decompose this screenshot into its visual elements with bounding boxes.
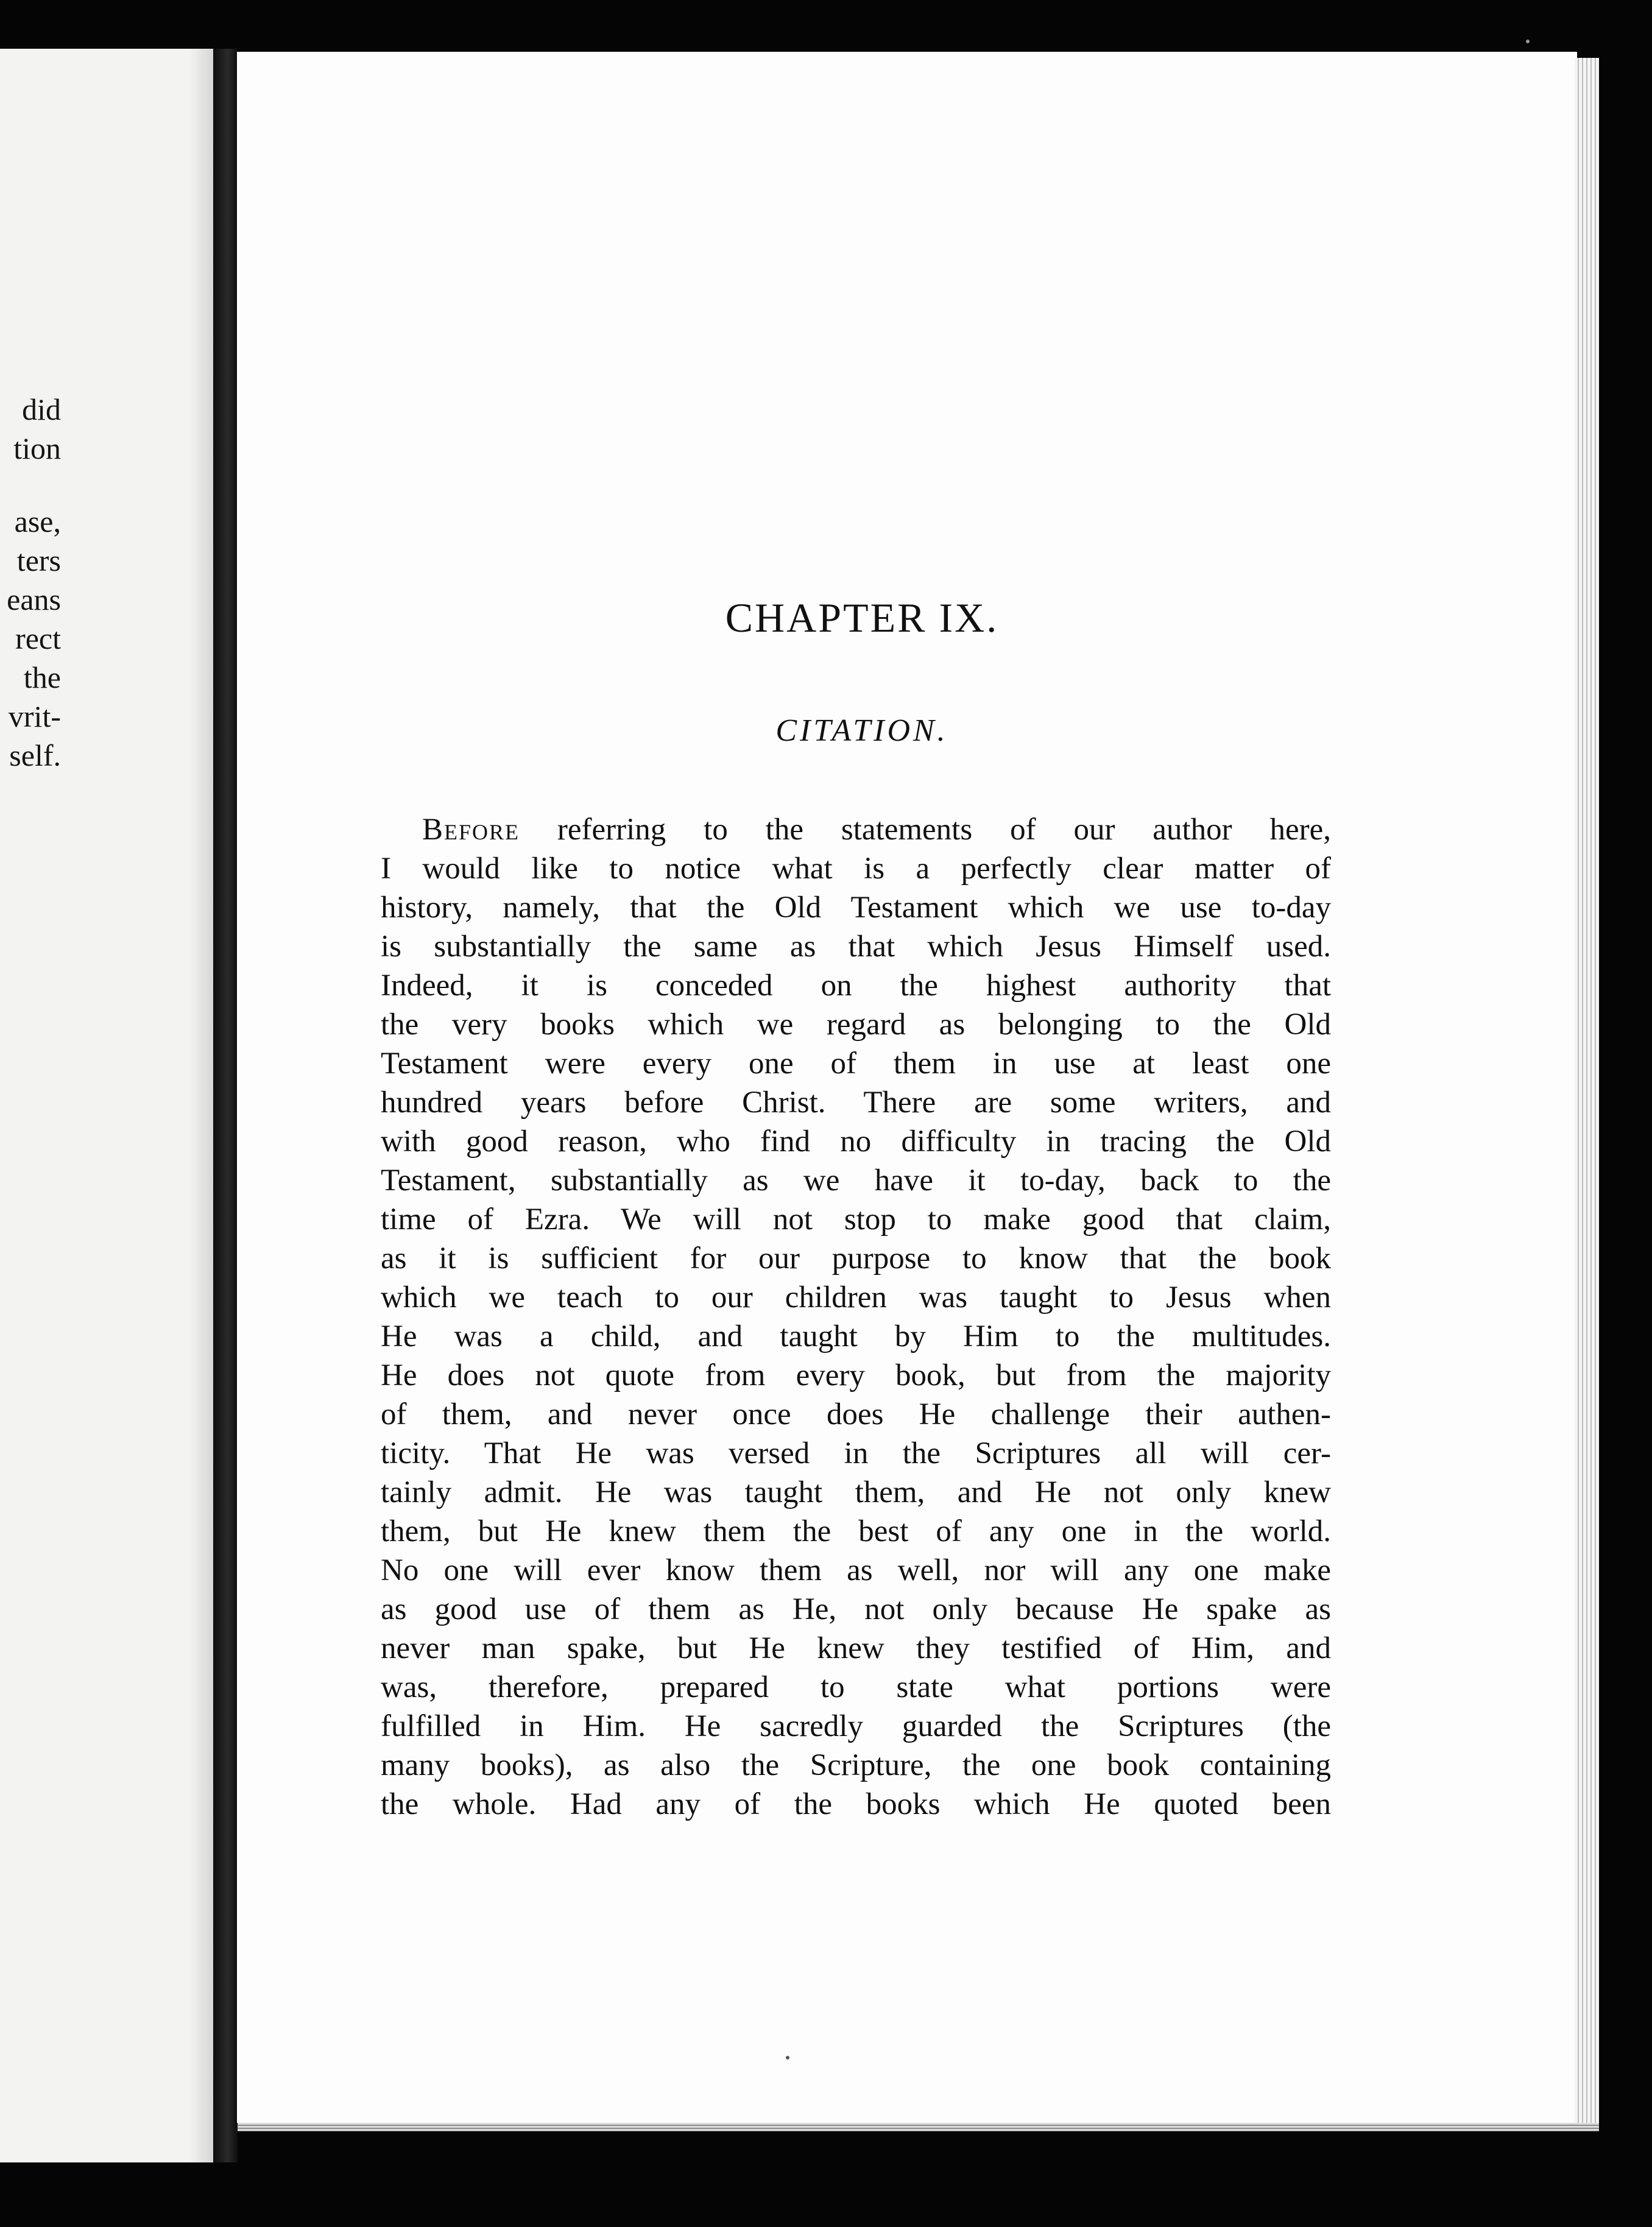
left-fragment: self. bbox=[9, 738, 61, 772]
left-fragment: the bbox=[23, 660, 61, 694]
left-fragment: tion bbox=[13, 431, 61, 465]
text-line: as it is sufficient for our purpose to know that the book bbox=[381, 1241, 1331, 1276]
previous-page bbox=[0, 49, 217, 2162]
text-line: was, therefore, prepared to state what portions were bbox=[381, 1670, 1331, 1704]
text-line: never man spake, but He knew they testified of Him, and bbox=[381, 1631, 1331, 1665]
left-fragment: ters bbox=[16, 543, 61, 577]
chapter-title: CITATION. bbox=[775, 713, 948, 748]
page-stack-edges bbox=[1575, 58, 1599, 2123]
text-line: No one will ever know them as well, nor will any one make bbox=[381, 1553, 1331, 1587]
left-fragment: vrit- bbox=[8, 699, 61, 733]
text-line: the whole. Had any of the books which He quoted been bbox=[381, 1787, 1331, 1821]
text-line: He was a child, and taught by Him to the multitudes. bbox=[381, 1319, 1331, 1353]
text-line: He does not quote from every book, but from the majority bbox=[381, 1358, 1331, 1392]
text-line: hundred years before Christ. There are some writers, and bbox=[381, 1085, 1331, 1120]
text-line: Testament, substantially as we have it to-day, back to the bbox=[381, 1163, 1331, 1198]
left-fragment: rect bbox=[15, 621, 61, 655]
scan-speck bbox=[786, 2056, 789, 2059]
text-line: many books), as also the Scripture, the one book containing bbox=[381, 1748, 1331, 1782]
left-fragment: eans bbox=[7, 582, 61, 616]
left-fragment: did bbox=[22, 392, 61, 426]
text-line: of them, and never once does He challenge their authen- bbox=[381, 1397, 1331, 1431]
text-line: ticity. That He was versed in the Scriptures all will cer- bbox=[381, 1436, 1331, 1470]
text-line: is substantially the same as that which Jesus Himself used. bbox=[381, 930, 1331, 964]
text-line: I would like to notice what is a perfectly clear matter of bbox=[381, 852, 1331, 886]
text-line: time of Ezra. We will not stop to make good that claim, bbox=[381, 1202, 1331, 1237]
text-line: tainly admit. He was taught them, and He not only knew bbox=[381, 1475, 1331, 1509]
text-line bbox=[381, 810, 1331, 849]
text-line: Indeed, it is conceded on the highest authority that bbox=[381, 969, 1331, 1003]
text-line: fulfilled in Him. He sacredly guarded the Scriptures (the bbox=[381, 1709, 1331, 1743]
text-line: which we teach to our children was taught to Jesus when bbox=[381, 1280, 1331, 1315]
text-line: Testament were every one of them in use at least one bbox=[381, 1046, 1331, 1081]
page-bottom-edge bbox=[238, 2123, 1599, 2131]
body-paragraph bbox=[381, 810, 1331, 1824]
book-gutter bbox=[213, 49, 238, 2162]
text-line: as good use of them as He, not only because He spake as bbox=[381, 1592, 1331, 1626]
scan-speck bbox=[1526, 40, 1530, 43]
text-line: the very books which we regard as belonging to the Old bbox=[381, 1008, 1331, 1042]
lead-word: Before bbox=[422, 813, 520, 847]
text-line: history, namely, that the Old Testament which we use to-day bbox=[381, 891, 1331, 925]
text-line-content: referring to the statements of our author here, bbox=[520, 813, 1331, 847]
chapter-heading: CHAPTER IX. bbox=[725, 595, 999, 641]
text-line: with good reason, who find no difficulty in tracing the Old bbox=[381, 1124, 1331, 1159]
text-line: them, but He knew them the best of any one in the world. bbox=[381, 1514, 1331, 1548]
left-fragment: ase, bbox=[14, 504, 61, 538]
